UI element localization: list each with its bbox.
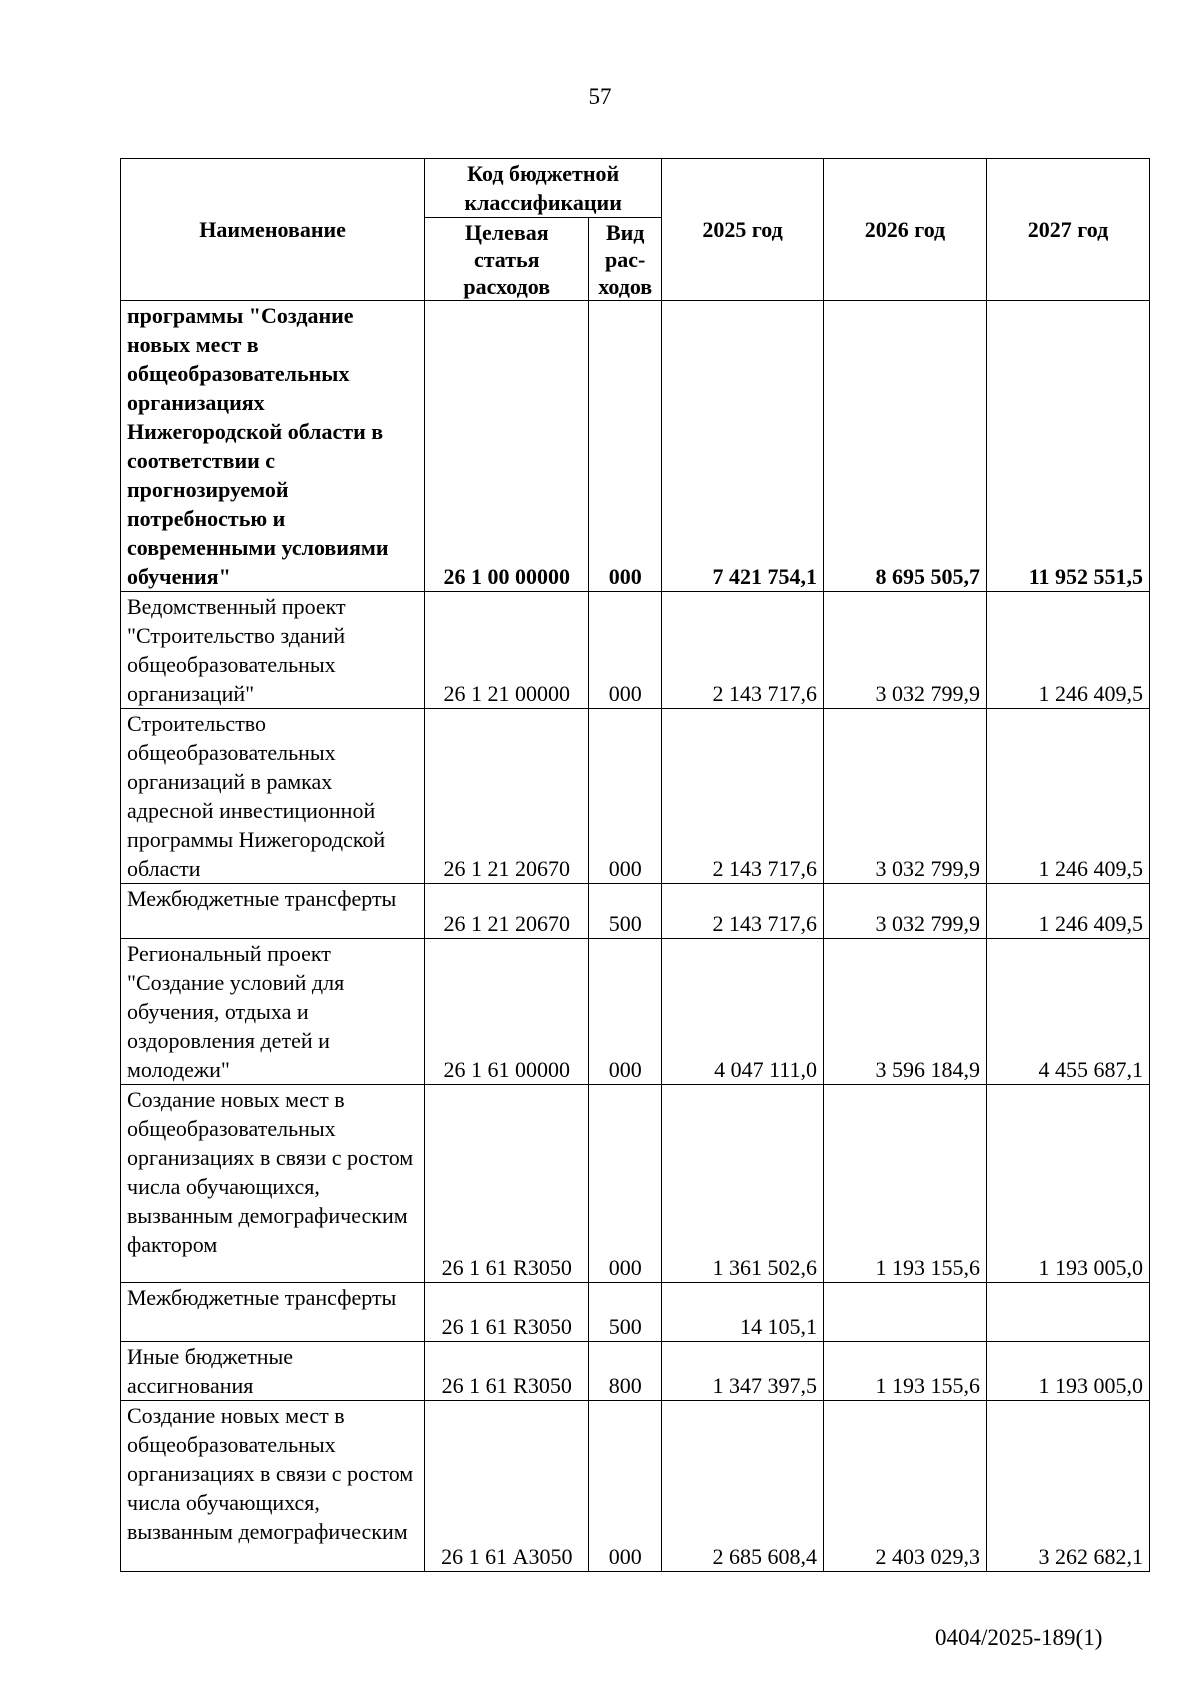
header-name: Наименование [121,159,425,301]
row-value-2027 [986,1283,1149,1342]
row-name: Межбюджетные трансферты [121,1283,425,1342]
table-row [121,1085,1150,1283]
header-2026: 2026 год [823,159,986,301]
row-value-2027: 1 246 409,5 [986,592,1149,709]
row-target-code: 26 1 00 00000 [425,301,589,592]
row-expense-type: 000 [589,592,662,709]
header-2025: 2025 год [662,159,824,301]
row-value-2025: 1 347 397,5 [662,1342,824,1401]
row-value-2027: 1 246 409,5 [986,884,1149,939]
row-value-2025: 2 685 608,4 [662,1401,824,1572]
row-expense-type: 000 [589,1085,662,1283]
row-value-2026 [823,1283,986,1342]
row-expense-type: 800 [589,1342,662,1401]
row-value-2025: 2 143 717,6 [662,884,824,939]
table-row [121,884,1150,939]
header-expense-type: Вид рас-ходов [589,218,662,301]
table-row [121,939,1150,1085]
row-expense-type: 500 [589,884,662,939]
row-target-code: 26 1 21 20670 [425,709,589,884]
row-value-2025: 2 143 717,6 [662,709,824,884]
row-target-code: 26 1 61 А3050 [425,1401,589,1572]
row-value-2025: 14 105,1 [662,1283,824,1342]
budget-table [120,158,1150,1572]
row-target-code: 26 1 21 00000 [425,592,589,709]
row-expense-type: 000 [589,939,662,1085]
row-target-code: 26 1 61 R3050 [425,1342,589,1401]
row-value-2026: 3 596 184,9 [823,939,986,1085]
table-row [121,592,1150,709]
row-target-code: 26 1 61 00000 [425,939,589,1085]
table-row [121,1283,1150,1342]
header-2027: 2027 год [986,159,1149,301]
header-target-article: Целевая статья расходов [425,218,589,301]
row-value-2026: 3 032 799,9 [823,592,986,709]
row-name: Ведомственный проект "Строительство зданий общеобразовательных организаций" [121,592,425,709]
row-value-2026: 3 032 799,9 [823,884,986,939]
row-value-2025: 1 361 502,6 [662,1085,824,1283]
row-target-code: 26 1 61 R3050 [425,1283,589,1342]
row-value-2026: 3 032 799,9 [823,709,986,884]
row-name: Создание новых мест в общеобразовательных организациях в связи с ростом числа обучающихся, вызванным демографическим [121,1401,425,1572]
row-value-2027: 1 193 005,0 [986,1085,1149,1283]
row-value-2027: 1 193 005,0 [986,1342,1149,1401]
row-value-2027: 4 455 687,1 [986,939,1149,1085]
row-target-code: 26 1 21 20670 [425,884,589,939]
header-classification-group: Код бюджетной классификации [425,159,662,218]
row-name: Региональный проект "Создание условий для обучения, отдыха и оздоровления детей и молодежи" [121,939,425,1085]
table-row [121,301,1150,592]
row-value-2027: 3 262 682,1 [986,1401,1149,1572]
row-value-2025: 7 421 754,1 [662,301,824,592]
row-name: программы "Создание новых мест в общеобразовательных организациях Нижегородской области в соответствии с прогнозируемой потребностью и современными условиями обучения" [121,301,425,592]
row-expense-type: 000 [589,1401,662,1572]
row-target-code: 26 1 61 R3050 [425,1085,589,1283]
table-row [121,1401,1150,1572]
row-value-2026: 1 193 155,6 [823,1085,986,1283]
row-value-2027: 11 952 551,5 [986,301,1149,592]
row-name: Создание новых мест в общеобразовательных организациях в связи с ростом числа обучающихся, вызванным демографическим фактором [121,1085,425,1283]
row-expense-type: 000 [589,709,662,884]
row-value-2025: 4 047 111,0 [662,939,824,1085]
document-reference: 0404/2025-189(1) [935,1625,1103,1650]
page-number: 57 [588,84,612,109]
row-name: Межбюджетные трансферты [121,884,425,939]
row-value-2026: 1 193 155,6 [823,1342,986,1401]
header-row-top [121,159,1150,218]
row-name: Строительство общеобразовательных организаций в рамках адресной инвестиционной программы Нижегородской области [121,709,425,884]
row-value-2026: 2 403 029,3 [823,1401,986,1572]
table-row [121,709,1150,884]
row-expense-type: 000 [589,301,662,592]
row-value-2027: 1 246 409,5 [986,709,1149,884]
table-row [121,1342,1150,1401]
row-name: Иные бюджетные ассигнования [121,1342,425,1401]
row-value-2026: 8 695 505,7 [823,301,986,592]
row-value-2025: 2 143 717,6 [662,592,824,709]
row-expense-type: 500 [589,1283,662,1342]
